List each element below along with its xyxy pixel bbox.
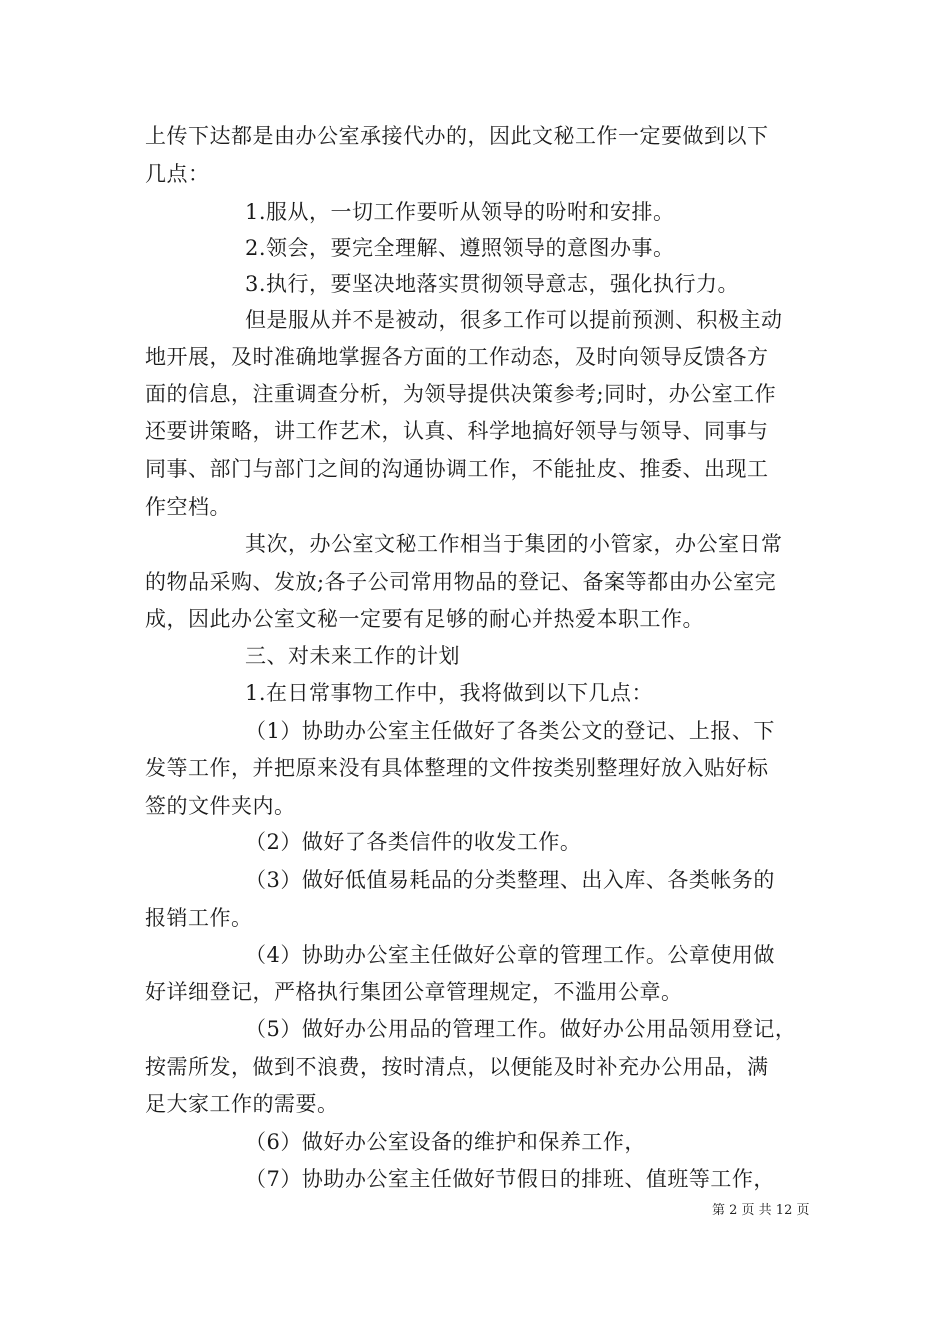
text-line: 足大家工作的需要。 [145,1092,339,1116]
text-line: 3.执行，要坚决地落实贯彻领导意志，强化执行力。 [245,272,740,296]
page-number-footer: 第 2 页 共 12 页 [712,1203,810,1218]
text-line: 发等工作，并把原来没有具体整理的文件按类别整理好放入贴好标 [145,756,769,780]
list-item: （5）做好办公用品的管理工作。做好办公用品领用登记， [245,1017,797,1041]
text-line: 作空档。 [145,495,231,519]
list-item: （7）协助办公室主任做好节假日的排班、值班等工作， [245,1167,775,1191]
text-line: 的物品采购、发放;各子公司常用物品的登记、备案等都由办公室完 [145,570,777,594]
text-line: 好详细登记，严格执行集团公章管理规定，不滥用公章。 [145,980,683,1004]
list-item: （4）协助办公室主任做好公章的管理工作。公章使用做 [245,943,775,967]
subsection-heading: 1.在日常事物工作中，我将做到以下几点： [245,681,654,705]
text-line: 2.领会，要完全理解、遵照领导的意图办事。 [245,236,675,260]
text-line: 按需所发，做到不浪费，按时清点，以便能及时补充办公用品，满 [145,1055,769,1079]
text-line: 签的文件夹内。 [145,794,296,818]
list-item: （1）协助办公室主任做好了各类公文的登记、上报、下 [245,719,775,743]
text-line: 上传下达都是由办公室承接代办的，因此文秘工作一定要做到以下 [145,124,769,148]
text-line: 成，因此办公室文秘一定要有足够的耐心并热爱本职工作。 [145,607,704,631]
text-line: 报销工作。 [145,906,253,930]
text-line: 几点： [145,162,210,186]
section-heading: 三、对未来工作的计划 [245,644,460,668]
text-line: 1.服从，一切工作要听从领导的吩咐和安排。 [245,200,675,224]
text-line: 面的信息，注重调查分析，为领导提供决策参考;同时，办公室工作 [145,382,777,406]
text-line: 同事、部门与部门之间的沟通协调工作，不能扯皮、推委、出现工 [145,457,769,481]
list-item: （6）做好办公室设备的维护和保养工作， [245,1130,646,1154]
paragraph-start: 其次，办公室文秘工作相当于集团的小管家，办公室日常 [245,532,783,556]
text-line: 还要讲策略，讲工作艺术，认真、科学地搞好领导与领导、同事与 [145,419,769,443]
list-item: （2）做好了各类信件的收发工作。 [245,830,582,854]
list-item: （3）做好低值易耗品的分类整理、出入库、各类帐务的 [245,868,775,892]
text-line: 地开展，及时准确地掌握各方面的工作动态，及时向领导反馈各方 [145,345,769,369]
paragraph-start: 但是服从并不是被动，很多工作可以提前预测、积极主动 [245,308,783,332]
